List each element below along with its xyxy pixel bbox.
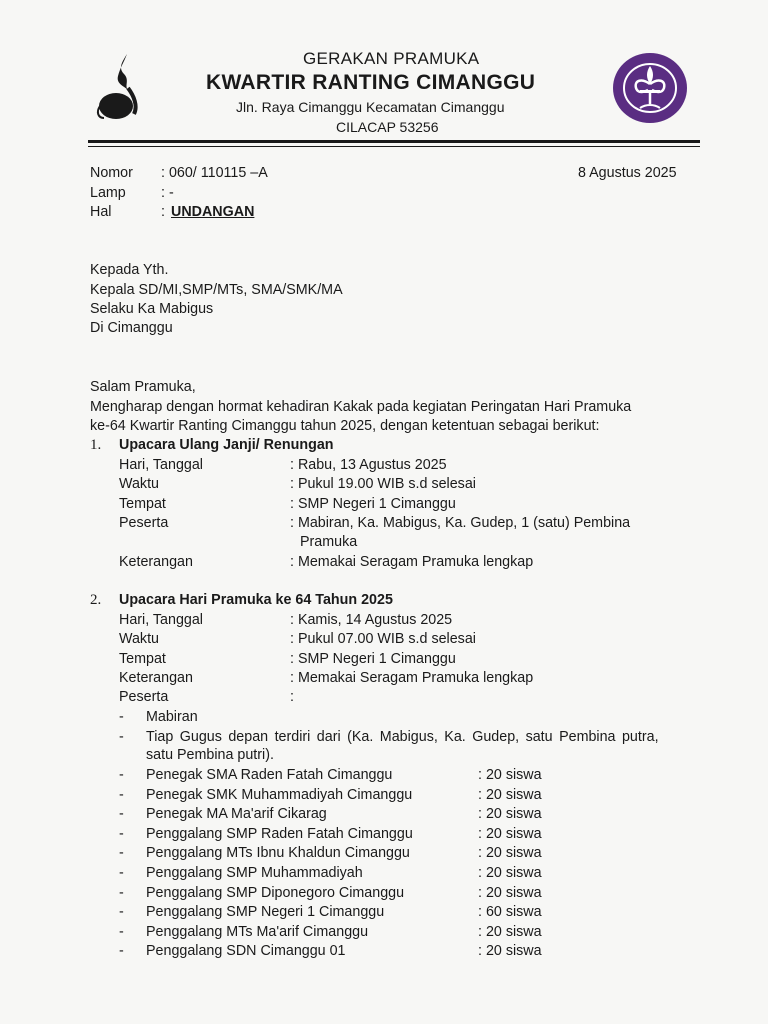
s1-hari-label: Hari, Tanggal	[119, 457, 203, 473]
s1-tempat-label: Tempat	[119, 496, 166, 512]
lamp-value: : -	[161, 185, 174, 201]
s1-peserta-value2: Pramuka	[300, 534, 358, 550]
participant-count: : 20 siswa	[478, 923, 542, 940]
list-dash: -	[119, 767, 124, 783]
hal-label: Hal	[90, 204, 112, 220]
list-dash: -	[119, 709, 124, 725]
s2-tempat-label: Tempat	[119, 651, 166, 667]
s2-waktu-value: : Pukul 07.00 WIB s.d selesai	[290, 631, 476, 647]
list-dash: -	[119, 923, 124, 940]
address-line2: CILACAP 53256	[336, 119, 439, 135]
s1-tempat-value: : SMP Negeri 1 Cimanggu	[290, 496, 456, 512]
participant-name: Penegak SMK Muhammadiyah Cimanggu	[146, 786, 413, 803]
org-name-line2: KWARTIR RANTING CIMANGGU	[206, 71, 536, 94]
intro-line1: Mengharap dengan hormat kehadiran Kakak pada kegiatan Peringatan Hari Pramuka	[90, 399, 632, 415]
mabiran-item: Mabiran	[146, 709, 198, 725]
participant-count: : 20 siswa	[478, 806, 542, 823]
hal-colon: :	[161, 204, 165, 220]
list-dash: -	[119, 845, 124, 862]
list-dash: -	[119, 806, 124, 823]
s1-waktu-value: : Pukul 19.00 WIB s.d selesai	[290, 476, 476, 492]
header-rule-thin	[88, 146, 700, 147]
hal-value: UNDANGAN	[171, 204, 255, 220]
s2-ket-value: : Memakai Seragam Pramuka lengkap	[290, 670, 534, 686]
nomor-label: Nomor	[90, 165, 133, 181]
address-line1: Jln. Raya Cimanggu Kecamatan Cimanggu	[236, 99, 505, 115]
s2-peserta-label: Peserta	[119, 689, 169, 705]
s2-tempat-value: : SMP Negeri 1 Cimanggu	[290, 651, 456, 667]
s2-hari-label: Hari, Tanggal	[119, 612, 203, 628]
s2-waktu-label: Waktu	[119, 631, 159, 647]
participant-name: Penegak MA Ma'arif Cikarag	[146, 806, 327, 823]
participant-name: Penggalang SDN Cimanggu 01	[146, 943, 346, 960]
s1-peserta-value1: : Mabiran, Ka. Mabigus, Ka. Gudep, 1 (satu) Pembina	[290, 515, 631, 531]
participant-count: : 20 siswa	[478, 845, 542, 862]
s1-hari-value: : Rabu, 13 Agustus 2025	[290, 457, 447, 473]
participant-count: : 20 siswa	[478, 865, 542, 881]
gugus-line1: Tiap Gugus depan terdiri dari (Ka. Mabigus, Ka. Gudep, satu Pembina putra,	[146, 729, 659, 745]
section2-number: 2.	[90, 592, 102, 608]
list-dash: -	[119, 786, 124, 803]
intro-line2: ke-64 Kwartir Ranting Cimanggu tahun 2025, dengan ketentuan sebagai berikut:	[90, 418, 600, 434]
tunas-kelapa-logo-icon	[94, 50, 152, 124]
section1-title: Upacara Ulang Janji/ Renungan	[119, 437, 334, 453]
letter-date: 8 Agustus 2025	[578, 165, 677, 181]
gugus-line2: satu Pembina putri).	[146, 747, 274, 763]
participant-name: Penggalang SMP Raden Fatah Cimanggu	[146, 825, 413, 842]
s2-hari-value: : Kamis, 14 Agustus 2025	[290, 612, 453, 628]
list-dash: -	[119, 865, 124, 881]
participant-name: Penggalang SMP Diponegoro Cimanggu	[146, 884, 405, 901]
lamp-label: Lamp	[90, 185, 126, 201]
participant-name: Penegak SMA Raden Fatah Cimanggu	[146, 767, 393, 783]
list-dash: -	[119, 825, 124, 842]
s1-waktu-label: Waktu	[119, 476, 159, 492]
list-dash: -	[119, 904, 124, 921]
participant-name: Penggalang SMP Muhammadiyah	[146, 865, 363, 881]
participant-count: : 20 siswa	[478, 943, 542, 960]
recipient-line4: Di Cimanggu	[90, 320, 173, 336]
participant-name: Penggalang MTs Ibnu Khaldun Cimanggu	[146, 845, 410, 862]
participant-count: : 20 siswa	[478, 884, 542, 901]
nomor-value: : 060/ 110115 –A	[161, 165, 268, 181]
s2-peserta-colon: :	[290, 689, 294, 705]
recipient-line3: Selaku Ka Mabigus	[90, 301, 214, 317]
participant-count: : 20 siswa	[478, 767, 542, 783]
participant-count: : 20 siswa	[478, 786, 542, 803]
participant-count: : 60 siswa	[478, 904, 542, 921]
section2-title: Upacara Hari Pramuka ke 64 Tahun 2025	[119, 592, 393, 608]
s1-ket-value: : Memakai Seragam Pramuka lengkap	[290, 554, 534, 570]
wosm-emblem-icon	[612, 52, 688, 124]
list-dash: -	[119, 729, 124, 745]
s1-peserta-label: Peserta	[119, 515, 169, 531]
s2-ket-label: Keterangan	[119, 670, 193, 686]
list-dash: -	[119, 943, 124, 960]
participant-name: Penggalang SMP Negeri 1 Cimanggu	[146, 904, 385, 921]
s1-ket-label: Keterangan	[119, 554, 193, 570]
org-name-line1: GERAKAN PRAMUKA	[303, 49, 480, 68]
greeting: Salam Pramuka,	[90, 379, 196, 395]
participant-count: : 20 siswa	[478, 825, 542, 842]
section1-number: 1.	[90, 437, 102, 453]
recipient-line1: Kepada Yth.	[90, 262, 169, 278]
list-dash: -	[119, 884, 124, 901]
header-rule-thick	[88, 140, 700, 143]
participant-name: Penggalang MTs Ma'arif Cimanggu	[146, 923, 369, 940]
recipient-line2: Kepala SD/MI,SMP/MTs, SMA/SMK/MA	[90, 282, 343, 298]
